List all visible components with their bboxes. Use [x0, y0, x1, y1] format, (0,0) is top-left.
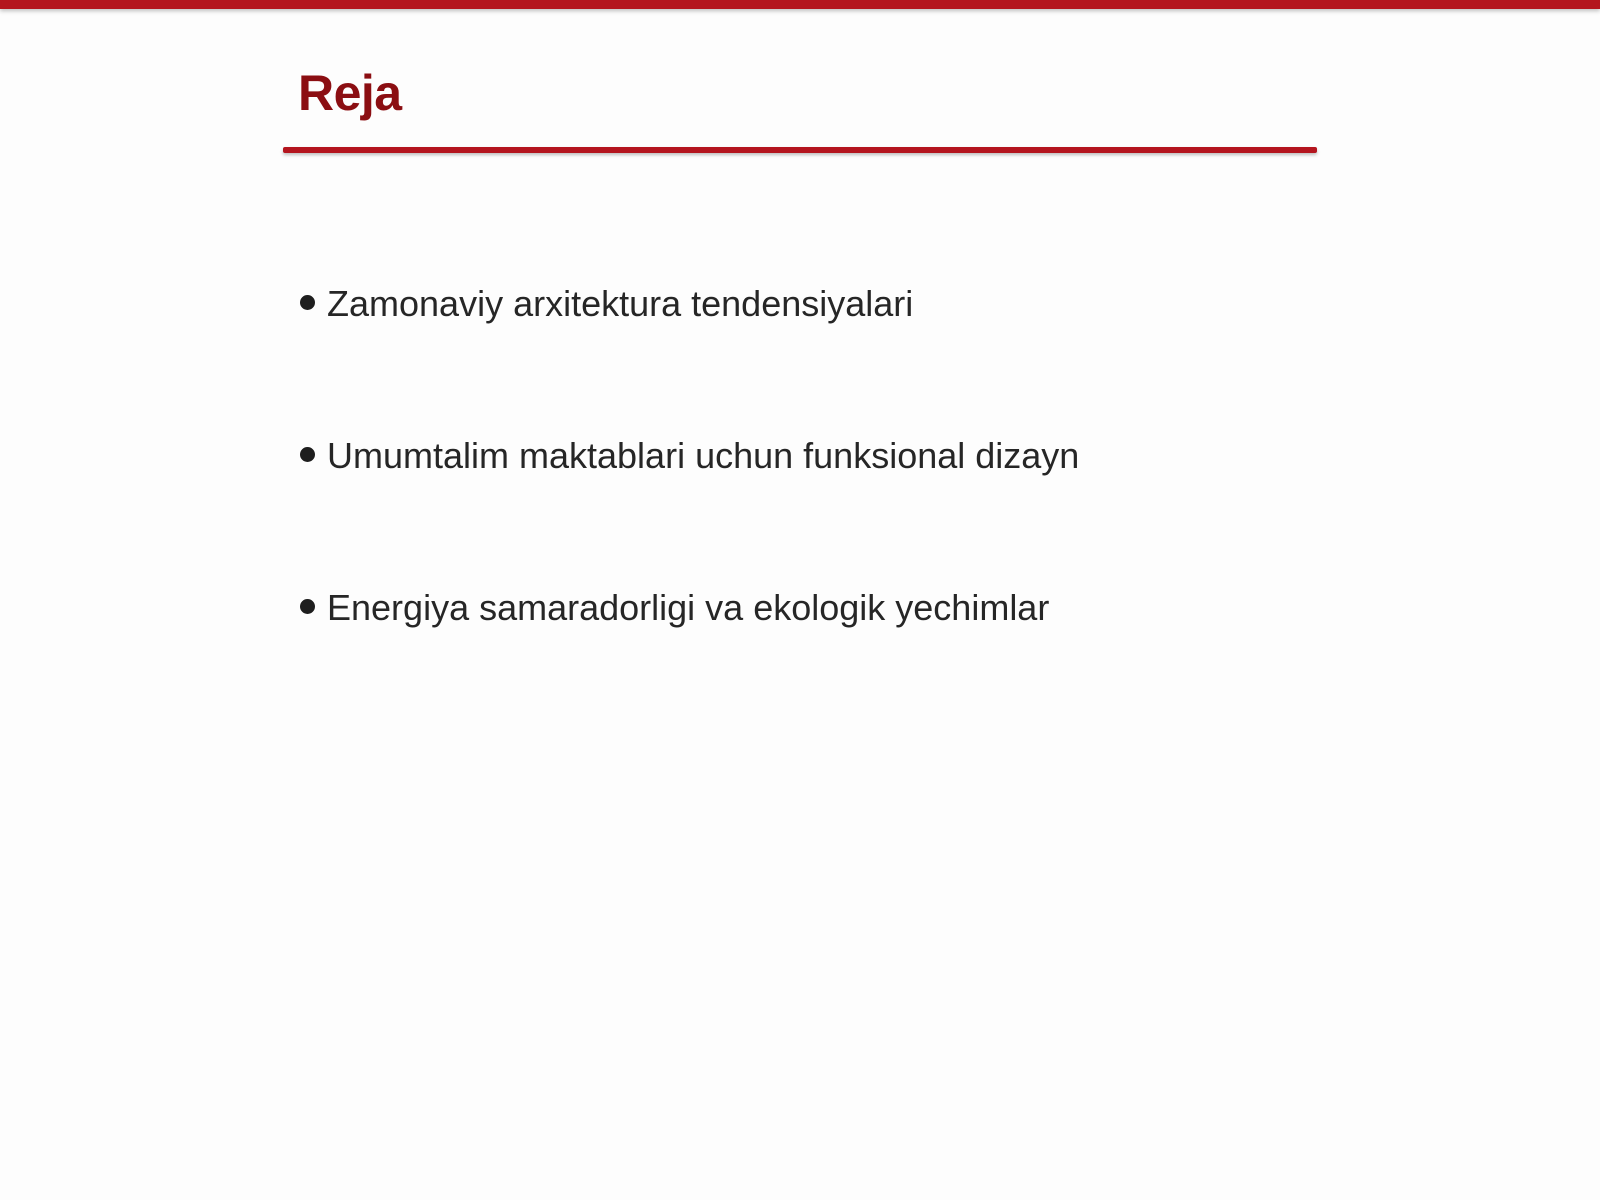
bullet-item: [300, 428, 1079, 580]
bullet-item: [300, 276, 1079, 428]
bullet-icon: [300, 447, 315, 462]
bullet-icon: [300, 295, 315, 310]
bullet-icon: [300, 599, 315, 614]
bullet-list: [300, 276, 1079, 732]
title-underline: [283, 147, 1317, 153]
bullet-text: Energiya samaradorligi va ekologik yechimlar: [327, 587, 1050, 628]
slide-title: Reja: [298, 65, 402, 121]
bullet-item: [300, 580, 1079, 732]
bullet-text: Umumtalim maktablari uchun funksional dizayn: [327, 435, 1080, 476]
top-accent-bar: [0, 0, 1600, 9]
bullet-text: Zamonaviy arxitektura tendensiyalari: [327, 283, 914, 324]
